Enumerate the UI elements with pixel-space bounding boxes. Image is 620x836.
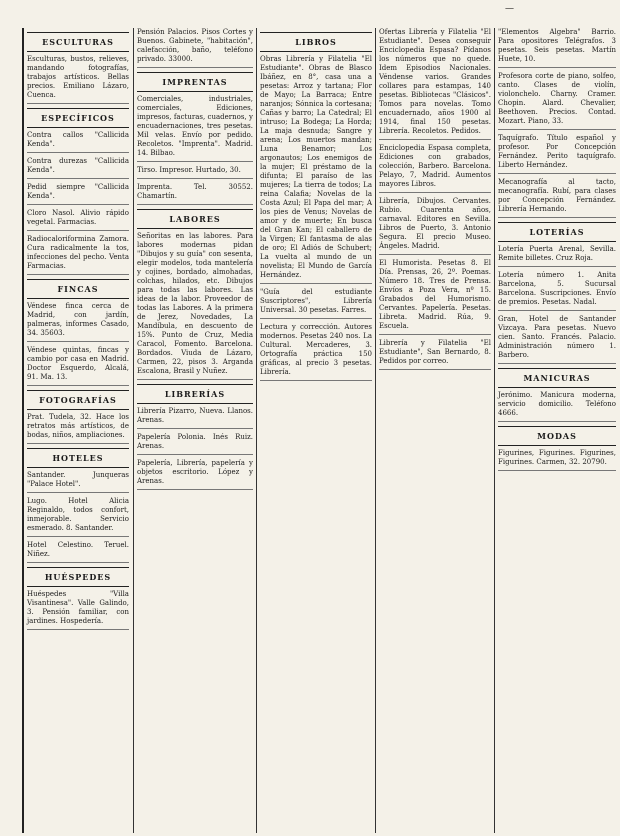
classified-ad: "Elementos Algebra" Barrio. Para opositores Telégrafos. 3 pesetas. Seis pesetas. Martín Huete, 10. <box>498 28 616 68</box>
classified-ad: Figurines, Figurines. Figurines, Figurines. Carmen, 32. 20790. <box>498 449 616 471</box>
classified-ad: Lugo. Hotel Alicia Reginaldo, todos confort, inmejorable. Servicio esmerado. 8. Santander. <box>27 497 129 537</box>
classified-ad: Librería, Dibujos. Cervantes. Rubio. Cuarenta años, carnaval. Editores en Sevilla. Libros de Puerto, 3. Antonio Segura. El precio Museo. Ángeles. Madrid. <box>379 197 491 255</box>
classified-ad: Comerciales, industriales, comerciales, Ediciones, impresos, facturas, cuadernos, y encuadernaciones, tres pesetas. Mil velas. Envío por pedido. Recoletos. "Imprenta". Madrid. 14. Bilbao. <box>137 95 253 162</box>
classified-ad: Profesora corte de piano, solfeo, canto. Clases de violín, violonchelo. Charny. Cramer. Chopin. Alard. Chevalier, Beethoven. Precios. Contad. Mozart. Piano, 33. <box>498 72 616 130</box>
classified-ad: Véndese quintas, fincas y cambio por casa en Madrid. Doctor Esquerdo, Alcalá, 91. Ma. 13. <box>27 346 129 386</box>
section-heading: FOTOGRAFÍAS <box>27 390 129 410</box>
section-heading: IMPRENTAS <box>137 72 253 92</box>
column-3 <box>256 28 375 833</box>
classified-ad: Papelería, Librería, papelería y objetos escritorio. López y Arenas. <box>137 459 253 490</box>
classified-ad: Librería Pizarro, Nueva. Llanos. Arenas. <box>137 407 253 429</box>
section-heading: ESCULTURAS <box>27 32 129 52</box>
classified-ad: Taquígrafo. Título español y profesor. Por Concepción Fernández. Perito taquígrafo. Liberto Hernández. <box>498 134 616 174</box>
classified-ad: Cloro Nasol. Alivio rápido vegetal. Farmacias. <box>27 209 129 231</box>
classified-ad: Véndese finca cerca de Madrid, con jardín, palmeras, informes Casado, 34. 35603. <box>27 302 129 342</box>
section-heading: MODAS <box>498 426 616 446</box>
classified-ad: Mecanografía al tacto, mecanografía. Rubí, para clases por Concepción Fernández. Librería Hernando. <box>498 178 616 218</box>
section-heading: LIBROS <box>260 32 372 52</box>
classified-ad: Señoritas en las labores. Para labores modernas pidan "Dibujos y su guía" con sesenta, elegir modelos, toda mantelería y cojines, bordado, almohadas, colchas, hilados, etc. Dibujos para todas las labores. Las ideas de la labor. Proveedor de todas las Labores. A la primera de Jerez, Novedades, La Mandíbula, en descuento de 15%. Punto de Cruz, Media Caracol, Fomento. Barcelona. Bordados. Viuda de Lázaro, Carmen, 22, pisos 3. Arganda Escalona, Brasil y Nuñez. <box>137 232 253 380</box>
section-heading: FINCAS <box>27 279 129 299</box>
section-heading: LOTERÍAS <box>498 222 616 242</box>
section-heading: ESPECÍFICOS <box>27 108 129 128</box>
classified-ad: Pensión Palacios. Pisos Cortes y Buenos. Gabinete, "habitación", calefacción, baño, teléfono privado. 33000. <box>137 28 253 68</box>
classified-ad: Huéspedes "Villa Visantinesa". Valle Galindo, 3. Pensión familiar, con jardines. Hospedería. <box>27 590 129 630</box>
classified-ad: Hotel Celestino. Teruel. Niñez. <box>27 541 129 563</box>
classified-ad: Contra callos "Callicida Kenda". <box>27 131 129 153</box>
section-heading: MANICURAS <box>498 368 616 388</box>
classified-ad: Tirso. Impresor. Hurtado, 30. <box>137 166 253 179</box>
section-heading: LIBRERÍAS <box>137 384 253 404</box>
classified-ad: Pedid siempre "Callicida Kenda". <box>27 183 129 205</box>
classified-ad: Lotería Puerta Arenal, Sevilla. Remite billetes. Cruz Roja. <box>498 245 616 267</box>
column-5 <box>494 28 619 833</box>
section-heading: HUÉSPEDES <box>27 567 129 587</box>
column-1 <box>24 28 132 833</box>
section-heading: HOTELES <box>27 448 129 468</box>
classified-ad: Enciclopedia Espasa completa, Ediciones con grabados, colección, Barbero. Barcelona. Pelayo, 7, Madrid. Aumentos mayores Libros. <box>379 144 491 193</box>
classified-ad: Santander. Junqueras "Palace Hotel". <box>27 471 129 493</box>
newspaper-page <box>22 28 618 833</box>
classified-ad: Papelería Polonia. Inés Ruiz. Arenas. <box>137 433 253 455</box>
classified-ad: Lectura y corrección. Autores modernos. Pesetas 240 nos. La Cultural. Mercaderes, 3. Ortografía práctica 150 gráficas, al precio 3 pesetas. Librería. <box>260 323 372 381</box>
classified-ad: Contra durezas "Callicida Kenda". <box>27 157 129 179</box>
classified-ad: Imprenta. Tel. 30552. Chamartín. <box>137 183 253 205</box>
classified-ad: Jerónimo. Manicura moderna, servicio domicilio. Teléfono 4666. <box>498 391 616 422</box>
classified-ad: Librería y Filatelia "El Estudiante", San Bernardo, 8. Pedidos por correo. <box>379 339 491 370</box>
classified-ad: El Humorista. Pesetas 8. El Día. Prensas, 26, 2º. Poemas. Número 18. Tres de Prensa. Envíos a Poza Vera, nº 15. Grabados del Humorismo. Cervantes. Papelería. Pesetas. Libreta. Madrid. Rúa, 9. Escuela. <box>379 259 491 335</box>
classified-ad: Prat. Tudela, 32. Hace los retratos más artísticos, de bodas, niños, ampliaciones. <box>27 413 129 444</box>
column-2 <box>133 28 256 833</box>
classified-ad: Radiocaloriformina Zamora. Cura radicalmente la tos, infecciones del pecho. Venta Farmacias. <box>27 235 129 275</box>
section-heading: LABORES <box>137 209 253 229</box>
classified-ad: Esculturas, bustos, relieves, mandando fotografías, trabajos artísticos. Bellas precios. Emiliano Lázaro, Cuenca. <box>27 55 129 104</box>
top-mark: — <box>505 4 514 14</box>
classified-ad: Ofertas Librería y Filatelia "El Estudiante". Desea conseguir Enciclopedia Espasa? Pídanos los números que no quede. Idem Episodios Nacionales. Véndense varios. Grandes collares para estampas, 140 pesetas. Bibliotecas "Clásicos". Tomos para novelas. Tomo encuadernado, años 1900 al 1914, final 150 pesetas. Librería. Recoletos. Pedidos. <box>379 28 491 140</box>
classified-ad: Obras Librería y Filatelia "El Estudiante". Obras de Blasco Ibáñez, en 8°, casa una a pesetas: Arroz y tartana; Flor de Mayo; La Barraca; Entre naranjos; Sónnica la cortesana; Cañas y barro; La Catedral; El intruso; La Bodega; La Horda; La maja desnuda; Sangre y arena; Los muertos mandan; Luna Benamor; Los argonautos; Los enemigos de la mujer; El préstamo de la difunta; El paraíso de las mujeres; La tierra de todos; La reina Calafia; Novelas de la Costa Azul; El Papa del mar; A los pies de Venus; Novelas de amor y de muerte; En busca del Gran Kan; El caballero de la Virgen; El fantasma de alas de oro; El Adiós de Schubert; La vuelta al mundo de un novelista; El Mundo de García Hernández. <box>260 55 372 284</box>
classified-ad: Lotería número 1. Anita Barcelona, 5. Sucursal Barcelona. Suscripciones. Envío de premios. Pesetas. Nadal. <box>498 271 616 311</box>
classified-ad: "Guía del estudiante Suscriptores", Librería Universal. 30 pesetas. Farres. <box>260 288 372 319</box>
column-4 <box>375 28 494 833</box>
classified-ad: Gran, Hotel de Santander Vizcaya. Para pesetas. Nuevo cien. Santo. Francés. Palacio. Administración número 1. Barbero. <box>498 315 616 364</box>
